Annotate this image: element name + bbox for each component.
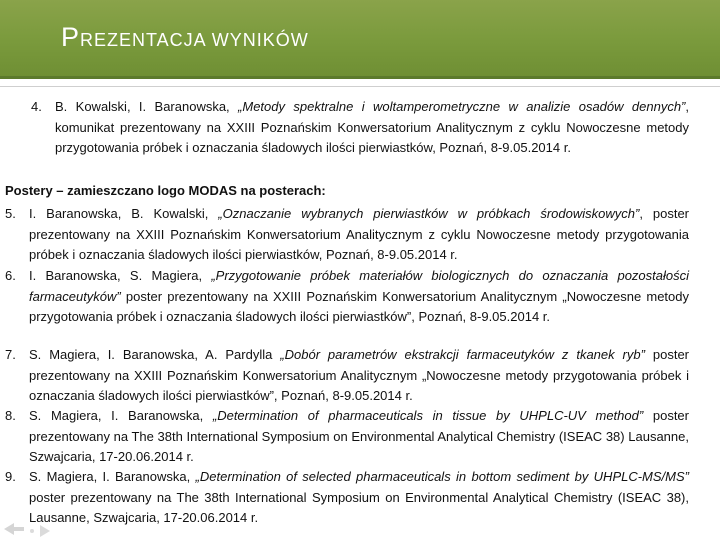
item-details: poster prezentowany na XXIII Poznańskim Konwersatorium Analitycznym „Nowoczesne metody przygotowania próbek i oznaczania śladowych ilości pierwiastków”, Poznań, 8-9.05.2014 r. [29, 347, 690, 403]
list-item-number: 6. [5, 268, 16, 283]
slide-title-rest: REZENTACJA WYNIKÓW [80, 30, 309, 50]
item-details: poster prezentowany na The 38th International Symposium on Environmental Analytical Chemistry (ISEAC 38) Lausanne, Szwajcaria, 17-20.06.2014 r. [29, 408, 689, 464]
list-item-7 [5, 345, 690, 407]
list-item-number: 7. [5, 347, 16, 362]
item-authors: S. Magiera, I. Baranowska, [29, 469, 196, 484]
list-item-number: 4. [31, 99, 42, 114]
navigation-arrows-icon[interactable] [0, 505, 60, 540]
item-title: „Metody spektralne i woltamperometryczne w analizie osadów dennych” [238, 99, 686, 114]
list-item-8 [5, 406, 689, 468]
item-authors: I. Baranowska, S. Magiera, [29, 268, 212, 283]
list-item-number: 8. [5, 408, 16, 423]
item-title: „Dobór parametrów ekstrakcji farmaceutyków z tkanek ryb” [280, 347, 645, 362]
item-details: , komunikat prezentowany na XXIII Poznańskim Konwersatorium Analitycznym z cyklu Nowoczesne metody przygotowania próbek i oznaczania śladowych ilości pierwiastków, Poznań, 8-9.05.2014 r. [55, 99, 689, 155]
item-title: „Determination of selected pharmaceuticals in bottom sediment by UHPLC-MS/MS” [195, 469, 689, 484]
list-item-6 [5, 266, 690, 328]
header-bottom-border [0, 76, 720, 79]
slide-title [61, 22, 309, 53]
item-authors: I. Baranowska, B. Kowalski, [29, 206, 219, 221]
item-details: , poster prezentowany na XXIII Poznańskim Konwersatorium Analitycznym z cyklu Nowoczesne metody przygotowania próbek i oznaczania śladowych ilości pierwiastków, Poznań, 8-9.05.2014 r. [29, 206, 690, 262]
list-item-4 [31, 97, 689, 159]
item-details: poster prezentowany na XXIII Poznańskim Konwersatorium Analitycznym „Nowoczesne metody przygotowania próbek i oznaczania śladowych ilości pierwiastków”, Poznań, 8-9.05.2014 r. [29, 288, 689, 324]
item-authors: S. Magiera, I. Baranowska, [29, 408, 213, 423]
section-heading-posters: Postery – zamieszczano logo MODAS na posterach: [5, 183, 326, 198]
divider-line [0, 86, 720, 87]
list-item-number: 5. [5, 206, 16, 221]
item-title: „Przygotowanie próbek materiałów biologicznych do oznaczania pozostałości farmaceutyków” [29, 268, 690, 304]
slide-title-initial: P [61, 22, 81, 52]
list-item-number: 9. [5, 469, 16, 484]
item-authors: B. Kowalski, I. Baranowska, [55, 99, 239, 114]
item-title: „Oznaczanie wybranych pierwiastków w próbkach środowiskowych” [218, 206, 640, 221]
item-title: „Determination of pharmaceuticals in tissue by UHPLC-UV method” [212, 408, 644, 423]
list-item-9 [5, 467, 689, 529]
item-details: poster prezentowany na The 38th International Symposium on Environmental Analytical Chemistry (ISEAC 38), Lausanne, Szwajcaria, 17-20.06.2014 r. [29, 489, 689, 525]
item-authors: S. Magiera, I. Baranowska, A. Pardylla [29, 347, 281, 362]
list-item-5 [5, 204, 690, 266]
